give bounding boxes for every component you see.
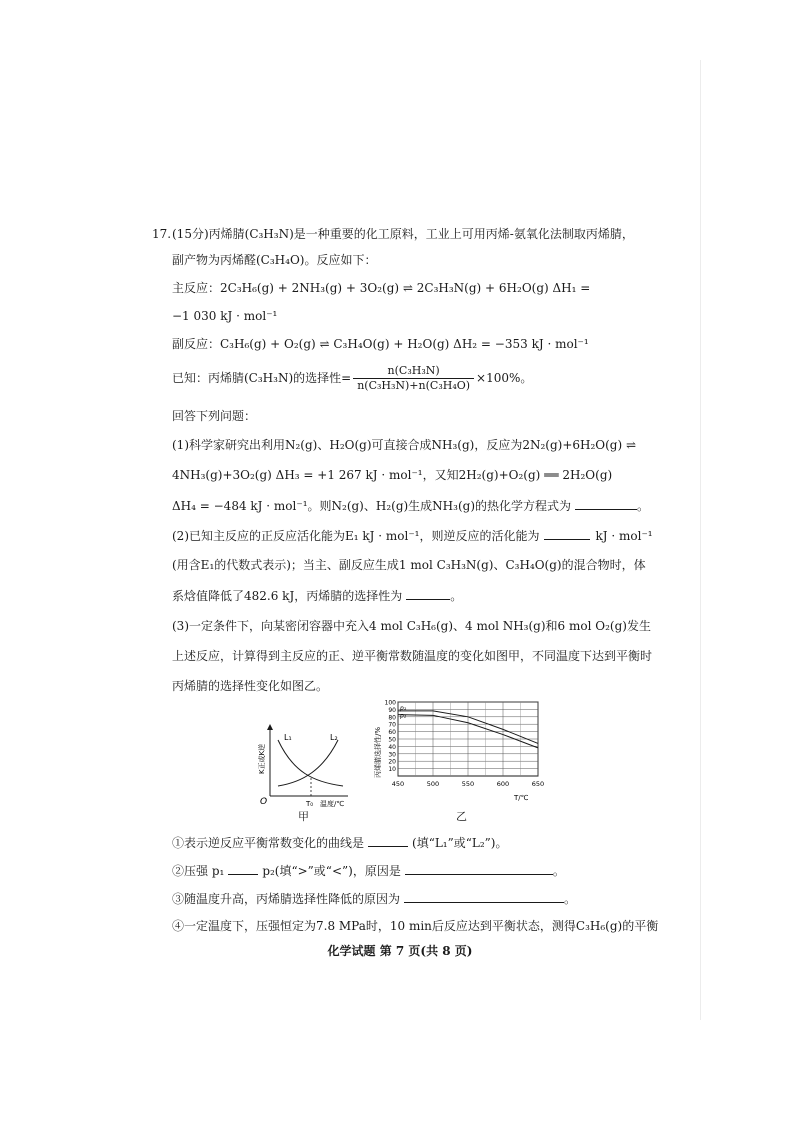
selectivity-definition	[172, 364, 532, 393]
yi-x-tick-label: 600	[496, 780, 510, 788]
yi-x-tick-label: 650	[531, 780, 545, 788]
yi-y-tick-label: 80	[388, 714, 396, 722]
question-number: 17.	[152, 227, 172, 241]
part1-line1: (1)科学家研究出利用N₂(g)、H₂O(g)可直接合成NH₃(g)，反应为2N₂(g)+6H₂O(g) ⇌	[172, 438, 637, 452]
part3-line2: 上述反应，计算得到主反应的正、逆平衡常数随温度的变化如图甲，不同温度下达到平衡时	[172, 649, 653, 663]
jia-origin: O	[260, 797, 268, 807]
yi-series-label-1: p₁	[400, 704, 407, 712]
jia-y-arrow	[267, 724, 273, 730]
part2-line1: (2)已知主反应的正反应活化能为E₁ kJ · mol⁻¹，则逆反应的活化能为 kJ · mol⁻¹	[172, 529, 653, 543]
jia-t0-label: T₀	[306, 800, 314, 808]
part3-q4: ④一定温度下，压强恒定为7.8 MPa时，10 min后反应达到平衡状态，测得C₃H₆(g)的平衡	[172, 919, 659, 933]
answer-blank-1[interactable]	[575, 497, 637, 510]
figure-yi-chart	[370, 696, 555, 804]
yi-y-tick-label: 40	[388, 743, 396, 751]
side-reaction: 副反应：C₃H₆(g) + O₂(g) ⇌ C₃H₄O(g) + H₂O(g) ΔH₂ = −353 kJ · mol⁻¹	[172, 337, 589, 351]
part3-line1: (3)一定条件下，向某密闭容器中充入4 mol C₃H₆(g)、4 mol NH₃(g)和6 mol O₂(g)发生	[172, 619, 651, 633]
answer-blank-2a[interactable]	[544, 527, 590, 540]
yi-y-tick-label: 60	[388, 729, 396, 737]
yi-x-tick-label: 450	[391, 780, 405, 788]
part2-line2: (用含E₁的代数式表示)；当主、副反应生成1 mol C₃H₃N(g)、C₃H₄O(g)的混合物时，体	[172, 558, 646, 572]
yi-series-label-2: p₂	[400, 712, 407, 720]
jia-l2-label: L₂	[330, 733, 338, 742]
yi-x-label: T/℃	[514, 794, 529, 802]
selectivity-fraction	[353, 364, 474, 393]
answer-blank-2b[interactable]	[406, 587, 450, 600]
yi-y-tick-label: 10	[388, 766, 396, 774]
part1-line3: ΔH₄ = −484 kJ · mol⁻¹。则N₂(g)、H₂(g)生成NH₃(g)的热化学方程式为 。	[172, 499, 650, 513]
figure-jia-caption: 甲	[298, 810, 309, 823]
jia-l1-label: L₁	[284, 733, 292, 742]
selectivity-suffix: ×100%。	[476, 371, 533, 385]
yi-y-tick-label: 50	[388, 736, 396, 744]
question-intro-line2: 副产物为丙烯醛(C₃H₄O)。反应如下：	[172, 253, 377, 267]
selectivity-numerator: n(C₃H₃N)	[353, 364, 474, 379]
answer-prompt: 回答下列问题：	[172, 409, 257, 423]
part3-q3: ③随温度升高，丙烯腈选择性降低的原因为 。	[172, 892, 577, 906]
yi-y-label: 丙烯腈选择性/%	[374, 726, 382, 778]
jia-x-label: 温度/℃	[320, 800, 345, 808]
jia-curve-l1	[278, 740, 343, 786]
answer-blank-3-2b[interactable]	[405, 862, 553, 875]
answer-blank-3-1[interactable]	[368, 834, 408, 847]
part3-line3: 丙烯腈的选择性变化如图乙。	[172, 679, 329, 693]
yi-ticks	[385, 700, 545, 789]
page-edge	[700, 60, 701, 1020]
main-reaction: 主反应：2C₃H₆(g) + 2NH₃(g) + 3O₂(g) ⇌ 2C₃H₃N(g) + 6H₂O(g) ΔH₁ =	[172, 281, 591, 295]
jia-curve-l2	[278, 740, 338, 786]
yi-grid	[398, 702, 538, 776]
question-intro-line1: (15分)丙烯腈(C₃H₃N)是一种重要的化工原料，工业上可用丙烯-氨氧化法制取丙烯腈，	[172, 227, 634, 241]
yi-y-tick-label: 100	[384, 699, 396, 707]
page-footer: 化学试题 第 7 页(共 8 页)	[327, 944, 473, 958]
jia-y-label: K正或K逆	[258, 743, 266, 774]
part3-q2: ②压强 p₁ p₂(填“>”或“<”)，原因是 。	[172, 864, 565, 878]
main-reaction-dh: −1 030 kJ · mol⁻¹	[172, 309, 278, 323]
answer-blank-3-3[interactable]	[404, 890, 564, 903]
yi-x-tick-label: 550	[461, 780, 475, 788]
selectivity-prefix: 已知：丙烯腈(C₃H₃N)的选择性=	[172, 371, 352, 385]
part1-line2: 4NH₃(g)+3O₂(g) ΔH₃ = +1 267 kJ · mol⁻¹，又知2H₂(g)+O₂(g) ══ 2H₂O(g)	[172, 468, 613, 482]
yi-y-tick-label: 30	[388, 751, 396, 759]
answer-blank-3-2a[interactable]	[228, 862, 258, 875]
yi-y-tick-label: 90	[388, 706, 396, 714]
selectivity-denominator: n(C₃H₃N)+n(C₃H₄O)	[357, 379, 471, 392]
figure-yi-caption: 乙	[456, 810, 467, 823]
yi-x-tick-label: 500	[426, 780, 440, 788]
yi-y-tick-label: 20	[388, 758, 396, 766]
part2-line3: 系焓值降低了482.6 kJ，丙烯腈的选择性为 。	[172, 589, 463, 603]
yi-y-tick-label: 70	[388, 721, 396, 729]
part3-q1: ①表示逆反应平衡常数变化的曲线是 (填“L₁”或“L₂”)。	[172, 836, 508, 850]
